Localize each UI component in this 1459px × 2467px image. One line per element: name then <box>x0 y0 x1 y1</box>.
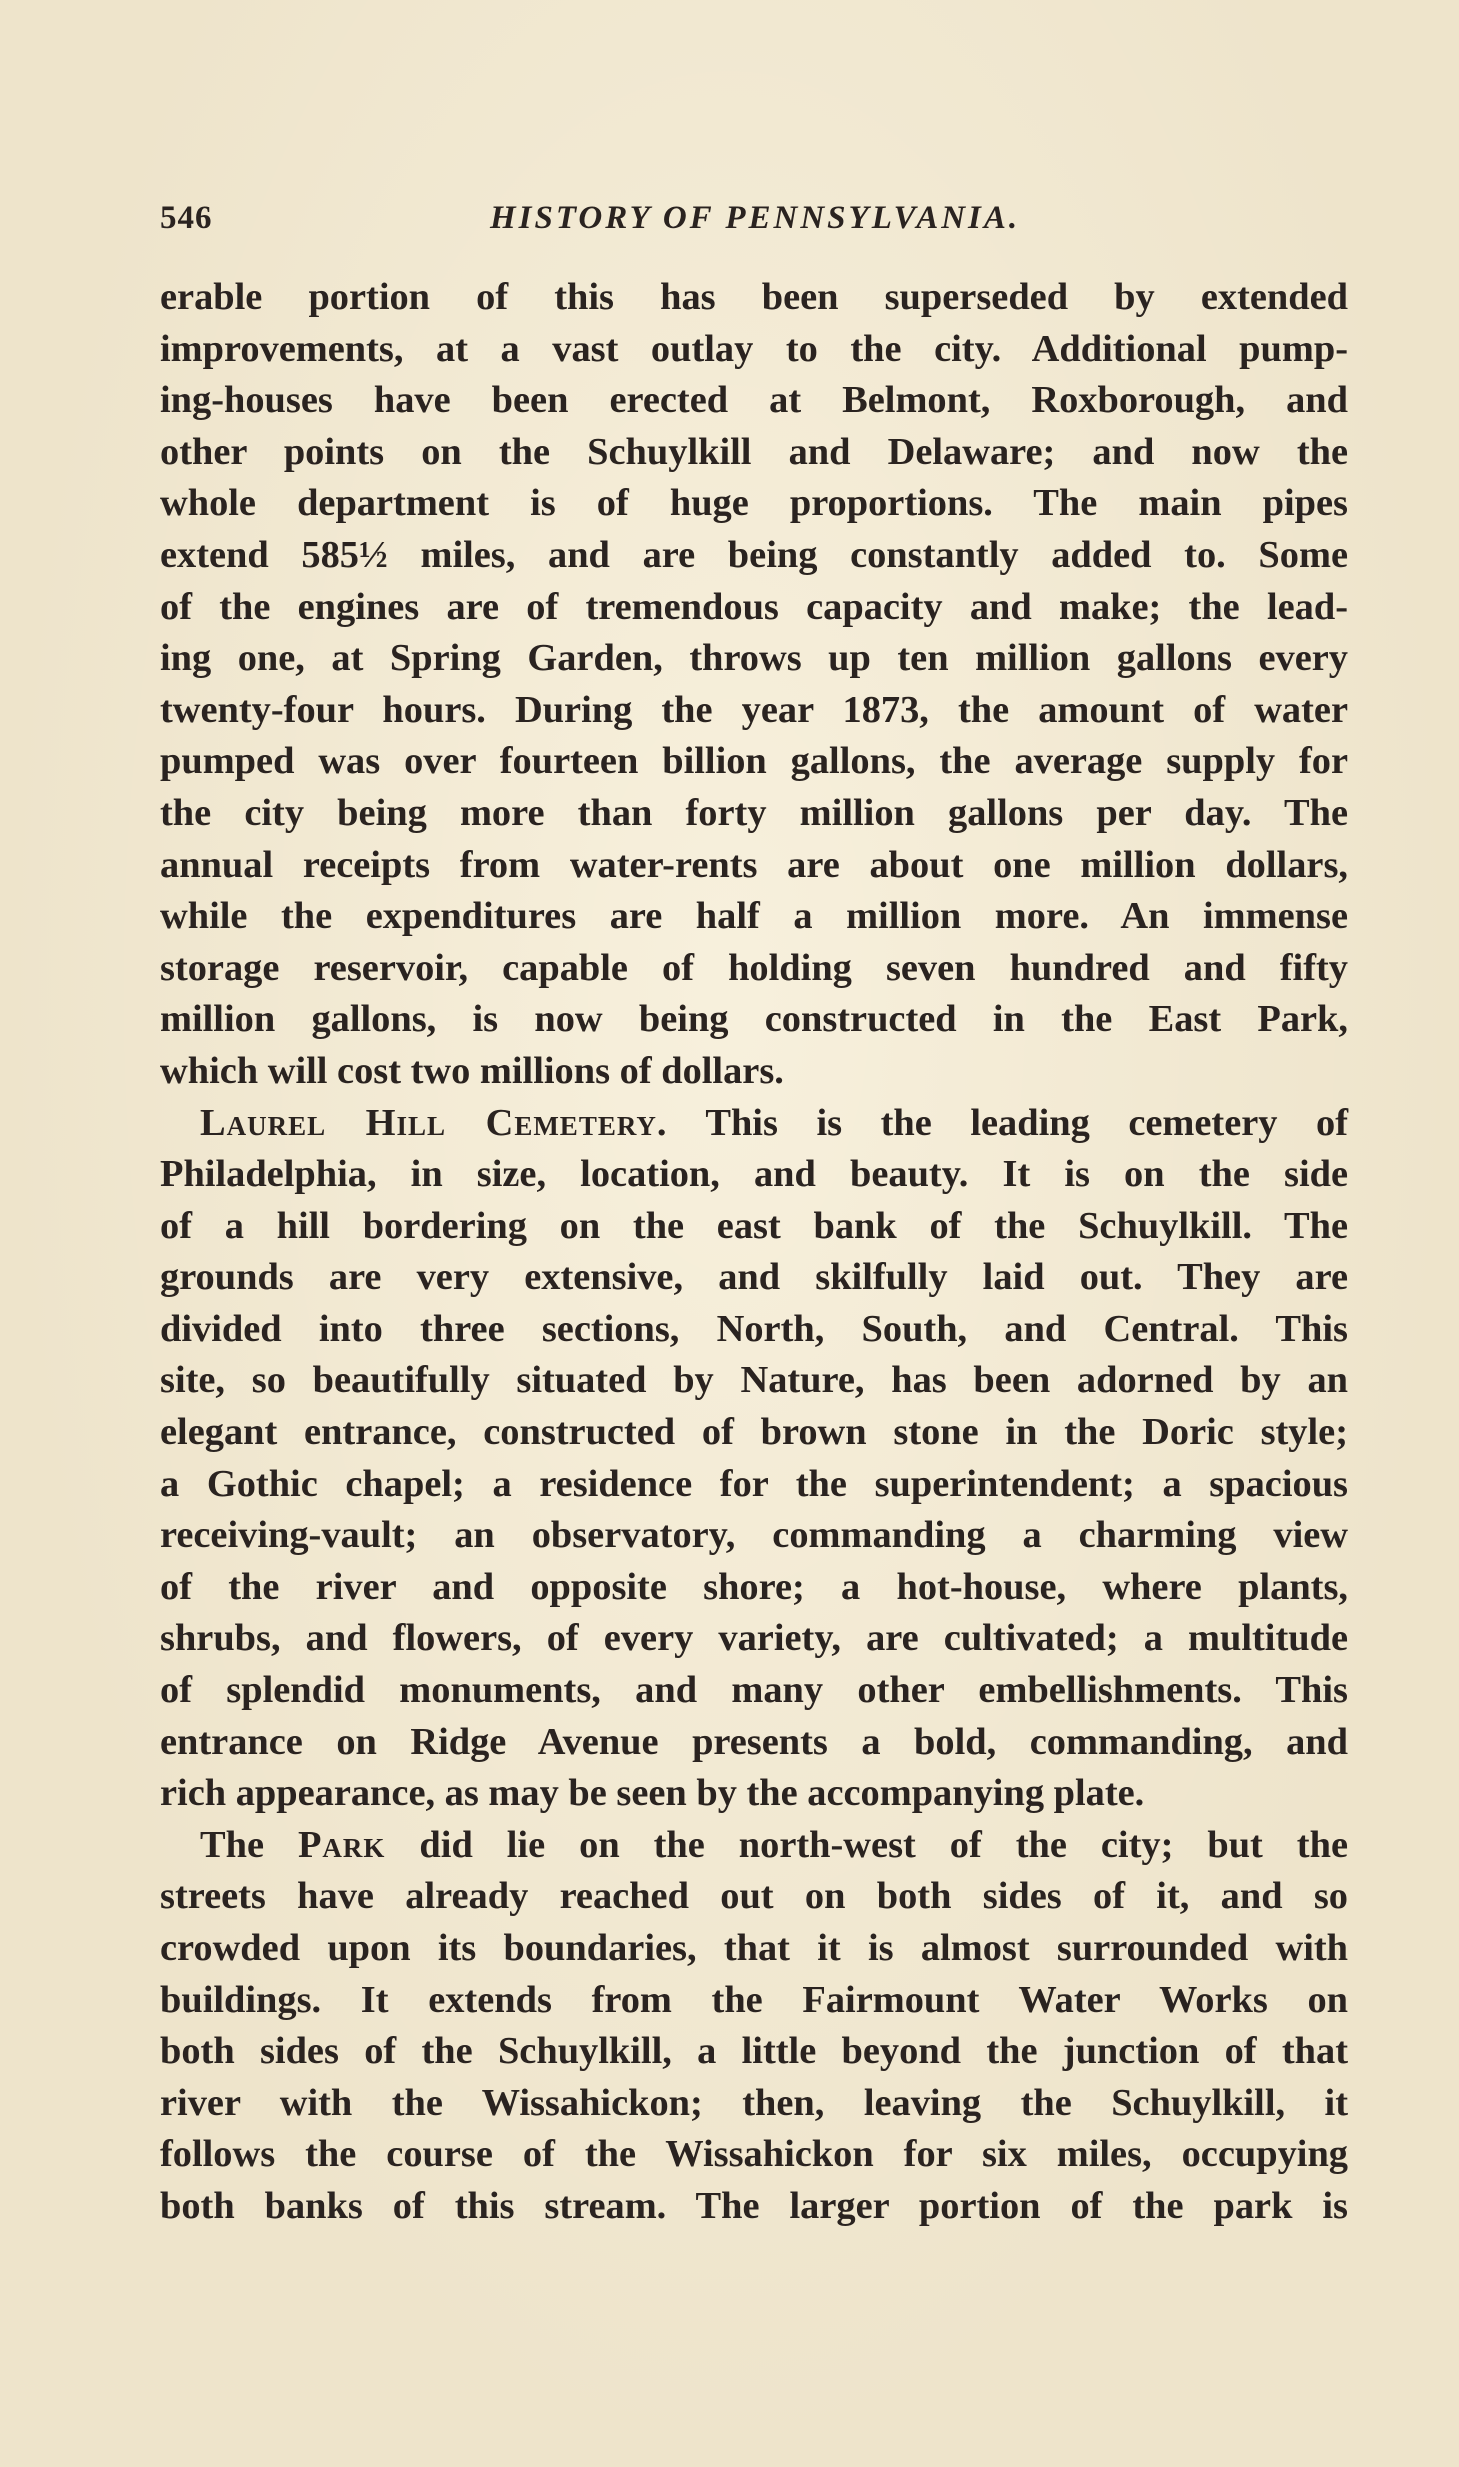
text-line: erable portion of this has been superseded by extended <box>160 276 1348 318</box>
running-head <box>160 200 1360 250</box>
page-header-title: HISTORY OF PENNSYLVANIA. <box>490 200 1021 236</box>
text-line: which will cost two millions of dollars. <box>160 1049 784 1092</box>
text-line: the city being more than forty million gallons per day. The <box>160 791 1348 834</box>
text-line: storage reservoir, capable of holding seven hundred and fifty <box>160 946 1348 989</box>
text-line: Philadelphia, in size, location, and beauty. It is on the side <box>160 1153 1348 1196</box>
laurel-hill-heading: Laurel Hill Cemetery. <box>200 1101 668 1144</box>
text-fragment: This is the leading cemetery of <box>705 1101 1349 1144</box>
laurel-hill-first-line <box>160 1098 1348 1150</box>
text-line: of a hill bordering on the east bank of the Schuylkill. The <box>160 1204 1348 1247</box>
text-line: pumped was over fourteen billion gallons, the average supply for <box>160 740 1348 783</box>
text-line: receiving-vault; an observatory, commanding a charming view <box>160 1514 1348 1557</box>
text-line: of the engines are of tremendous capacity and make; the lead- <box>160 585 1348 628</box>
text-line: entrance on Ridge Avenue presents a bold, commanding, and <box>160 1720 1348 1763</box>
text-line: streets have already reached out on both sides of it, and so <box>160 1875 1348 1918</box>
text-line: divided into three sections, North, South, and Central. This <box>160 1307 1348 1350</box>
text-line: river with the Wissahickon; then, leaving the Schuylkill, it <box>160 2081 1348 2124</box>
park-heading: Park <box>297 1823 386 1866</box>
text-line: of the river and opposite shore; a hot-house, where plants, <box>160 1565 1348 1608</box>
text-line: elegant entrance, constructed of brown stone in the Doric style; <box>160 1411 1348 1454</box>
text-fragment: did lie on the north-west of the city; but the <box>419 1823 1348 1866</box>
page-number: 546 <box>160 200 213 236</box>
text-fragment: The <box>200 1823 264 1866</box>
text-line: site, so beautifully situated by Nature, has been adorned by an <box>160 1359 1348 1402</box>
text-line: ing one, at Spring Garden, throws up ten million gallons every <box>160 637 1348 680</box>
text-line: extend 585½ miles, and are being constantly added to. Some <box>160 533 1348 576</box>
park-first-line <box>160 1820 1348 1872</box>
text-line: shrubs, and flowers, of every variety, are cultivated; a multitude <box>160 1617 1348 1660</box>
text-line: both banks of this stream. The larger portion of the park is <box>160 2184 1348 2227</box>
text-line: other points on the Schuylkill and Delaware; and now the <box>160 430 1348 473</box>
text-line: million gallons, is now being constructed in the East Park, <box>160 998 1348 1041</box>
text-line: a Gothic chapel; a residence for the superintendent; a spacious <box>160 1462 1348 1505</box>
text-line: while the expenditures are half a million more. An immense <box>160 895 1348 938</box>
text-line: improvements, at a vast outlay to the city. Additional pump- <box>160 327 1348 370</box>
text-line: grounds are very extensive, and skilfully laid out. They are <box>160 1256 1348 1299</box>
text-line: both sides of the Schuylkill, a little beyond the junction of that <box>160 2030 1348 2073</box>
text-line: rich appearance, as may be seen by the accompanying plate. <box>160 1772 1145 1815</box>
text-line: twenty-four hours. During the year 1873, the amount of water <box>160 688 1348 731</box>
text-line: ing-houses have been erected at Belmont, Roxborough, and <box>160 379 1348 422</box>
text-line: annual receipts from water-rents are about one million dollars, <box>160 843 1348 886</box>
text-line: crowded upon its boundaries, that it is almost surrounded with <box>160 1927 1348 1969</box>
text-line: of splendid monuments, and many other embellishments. This <box>160 1669 1348 1712</box>
text-block <box>160 272 1348 2233</box>
text-line: follows the course of the Wissahickon for six miles, occupying <box>160 2133 1348 2176</box>
text-line: buildings. It extends from the Fairmount Water Works on <box>160 1978 1348 2021</box>
text-line: whole department is of huge proportions. The main pipes <box>160 482 1348 525</box>
